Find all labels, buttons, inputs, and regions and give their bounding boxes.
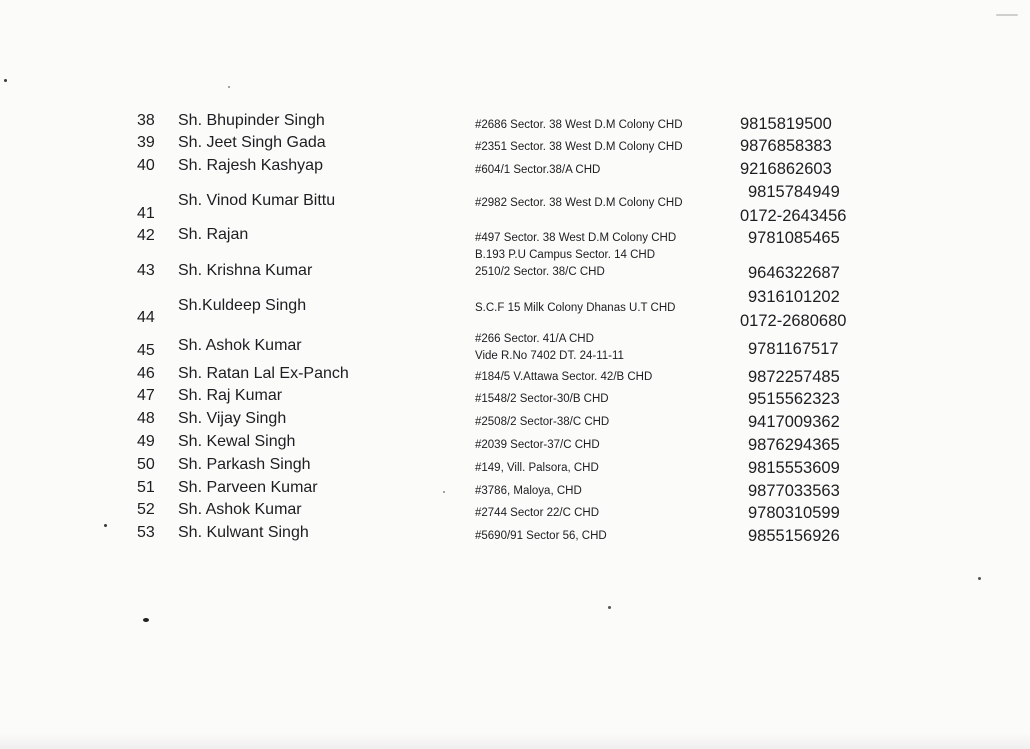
serial-number: 45 [137, 342, 155, 359]
contact-address: B.193 P.U Campus Sector. 14 CHD [475, 249, 656, 261]
contact-address: 2510/2 Sector. 38/C CHD [475, 266, 605, 278]
contact-phone-landline: 0172-2680680 [740, 312, 847, 330]
contact-name: Sh. Kulwant Singh [178, 524, 309, 541]
contact-address: #149, Vill. Palsora, CHD [475, 462, 599, 474]
serial-number: 38 [137, 112, 155, 129]
contact-phone: 9316101202 [748, 288, 840, 306]
contact-phone: 9855156926 [748, 527, 840, 545]
contact-address: #497 Sector. 38 West D.M Colony CHD [475, 232, 677, 244]
contact-name: Sh. Jeet Singh Gada [178, 134, 326, 151]
contact-name: Sh. Parveen Kumar [178, 479, 318, 496]
contact-name: Sh. Rajesh Kashyap [178, 157, 323, 174]
contact-phone: 9876294365 [748, 436, 840, 454]
contact-phone-landline: 0172-2643456 [740, 207, 847, 225]
contact-name: Sh.Kuldeep Singh [178, 297, 307, 314]
contact-address: #184/5 V.Attawa Sector. 42/B CHD [475, 371, 653, 383]
contact-phone: 9515562323 [748, 390, 840, 408]
contact-name: Sh. Ashok Kumar [178, 501, 302, 518]
contact-address: #2982 Sector. 38 West D.M Colony CHD [475, 197, 683, 209]
contact-phone: 9646322687 [748, 264, 840, 282]
contact-phone: 9815553609 [748, 459, 840, 477]
contact-name: Sh. Bhupinder Singh [178, 112, 325, 129]
contact-phone: 9876858383 [740, 137, 832, 155]
serial-number: 39 [137, 134, 155, 151]
contact-name: Sh. Rajan [178, 226, 249, 243]
serial-number: 49 [137, 433, 155, 450]
serial-number: 40 [137, 157, 155, 174]
serial-number: 51 [137, 479, 155, 496]
contact-name: Sh. Vijay Singh [178, 410, 287, 427]
contact-address: #266 Sector. 41/A CHD [475, 333, 594, 345]
contact-name: Sh. Parkash Singh [178, 456, 311, 473]
contact-address: #2351 Sector. 38 West D.M Colony CHD [475, 141, 683, 153]
serial-number: 41 [137, 205, 155, 222]
contact-address: #2508/2 Sector-38/C CHD [475, 416, 610, 428]
serial-number: 47 [137, 387, 155, 404]
serial-number: 44 [137, 309, 155, 326]
contact-name: Sh. Ratan Lal Ex-Panch [178, 365, 349, 382]
contact-address: #604/1 Sector.38/A CHD [475, 164, 601, 176]
contact-address: #2039 Sector-37/C CHD [475, 439, 600, 451]
serial-number: 42 [137, 227, 155, 244]
serial-number: 53 [137, 524, 155, 541]
contact-phone: 9216862603 [740, 160, 832, 178]
contact-name: Sh. Kewal Singh [178, 433, 296, 450]
serial-number: 48 [137, 410, 155, 427]
contact-phone: 9877033563 [748, 482, 840, 500]
contact-name: Sh. Vinod Kumar Bittu [178, 192, 336, 209]
contact-name: Sh. Raj Kumar [178, 387, 283, 404]
contact-address: #2686 Sector. 38 West D.M Colony CHD [475, 119, 683, 131]
contact-phone: 9815784949 [748, 183, 840, 201]
serial-number: 43 [137, 262, 155, 279]
serial-number: 50 [137, 456, 155, 473]
contact-address: #1548/2 Sector-30/B CHD [475, 393, 609, 405]
serial-number: 52 [137, 501, 155, 518]
contact-address: S.C.F 15 Milk Colony Dhanas U.T CHD [475, 302, 676, 314]
contact-address: #5690/91 Sector 56, CHD [475, 530, 607, 542]
contact-phone: 9815819500 [740, 115, 832, 133]
contact-address: #2744 Sector 22/C CHD [475, 507, 600, 519]
contact-phone: 9417009362 [748, 413, 840, 431]
contact-name: Sh. Ashok Kumar [178, 337, 302, 354]
serial-number: 46 [137, 365, 155, 382]
contact-name: Sh. Krishna Kumar [178, 262, 313, 279]
contact-phone: 9781085465 [748, 229, 840, 247]
contact-phone: 9781167517 [748, 340, 839, 358]
contact-address: Vide R.No 7402 DT. 24-11-11 [475, 350, 624, 362]
contact-address: #3786, Maloya, CHD [475, 485, 582, 497]
contact-phone: 9780310599 [748, 504, 840, 522]
contact-phone: 9872257485 [748, 368, 840, 386]
